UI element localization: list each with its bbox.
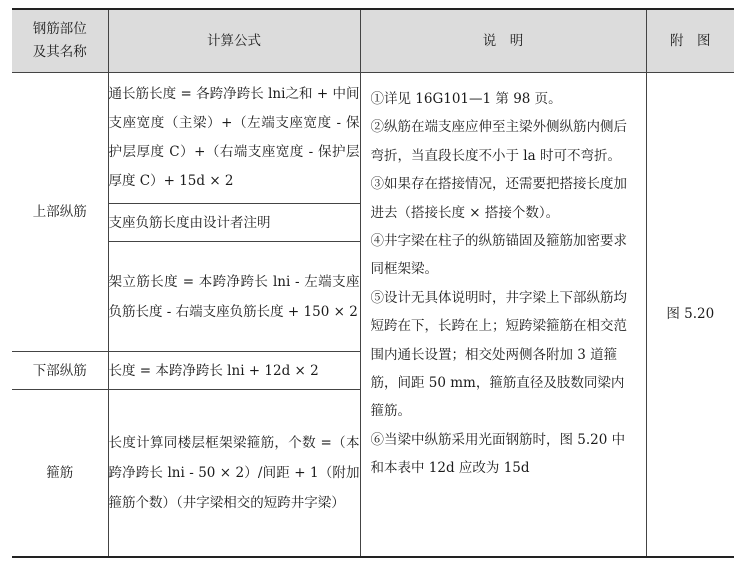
header-rebar-part-line2: 及其名称 xyxy=(32,44,87,60)
category-bottom-rebar: 下部纵筋 xyxy=(12,352,108,390)
explanation-item-3: ③如果存在搭接情况，还需要把搭接长度加进去（搭接长度 × 搭接个数）。 xyxy=(370,176,627,221)
explanation-cell xyxy=(360,73,646,557)
table-row-top-through xyxy=(12,73,734,204)
explanation-item-2: ②纵筋在端支座应伸至主梁外侧纵筋内侧后弯折，当直段长度不小于 la 时可不弯折。 xyxy=(370,119,627,164)
header-rebar-part xyxy=(12,9,108,73)
header-rebar-part-line1: 钢筋部位 xyxy=(32,21,87,37)
explanation-item-4: ④井字梁在柱子的纵筋锚固及箍筋加密要求同框架梁。 xyxy=(370,233,627,278)
formula-bottom-bar: 长度 = 本跨净跨长 lni + 12d × 2 xyxy=(108,352,360,390)
header-formula: 计算公式 xyxy=(108,9,360,73)
category-top-rebar: 上部纵筋 xyxy=(12,73,108,352)
header-explanation: 说 明 xyxy=(360,9,646,73)
category-stirrup: 箍筋 xyxy=(12,390,108,557)
explanation-item-6: ⑥当梁中纵筋采用光面钢筋时，图 5.20 中和本表中 12d 应改为 15d xyxy=(370,431,626,477)
formula-stirrup: 长度计算同楼层框架梁箍筋，个数 =（本跨净跨长 lni - 50 × 2）/间距 + 1（附加箍筋个数）（井字梁相交的短跨井字梁） xyxy=(108,390,360,557)
explanation-item-1: ①详见 16G101—1 第 98 页。 xyxy=(370,91,562,107)
table-header-row xyxy=(12,9,734,73)
explanation-item-5: ⑤设计无具体说明时，井字梁上下部纵筋均短跨在下，长跨在上；短跨梁箍筋在相交范围内通长设置；相交处两侧各附加 3 道箍筋，间距 50 mm，箍筋直径及肢数同梁内箍筋。 xyxy=(370,289,627,420)
formula-erection-bar: 架立筋长度 = 本跨净跨长 lni - 左端支座负筋长度 - 右端支座负筋长度 + 150 × 2 xyxy=(108,242,360,352)
header-figure: 附 图 xyxy=(646,9,734,73)
formula-through-bar: 通长筋长度 = 各跨净跨长 lni之和 + 中间支座宽度（主梁）+（左端支座宽度 - 保护层厚度 C）+（右端支座宽度 - 保护层厚度 C）+ 15d × 2 xyxy=(108,73,360,204)
formula-support-negative-bar: 支座负筋长度由设计者注明 xyxy=(108,204,360,242)
rebar-calculation-table xyxy=(12,8,734,558)
figure-reference: 图 5.20 xyxy=(646,73,734,557)
